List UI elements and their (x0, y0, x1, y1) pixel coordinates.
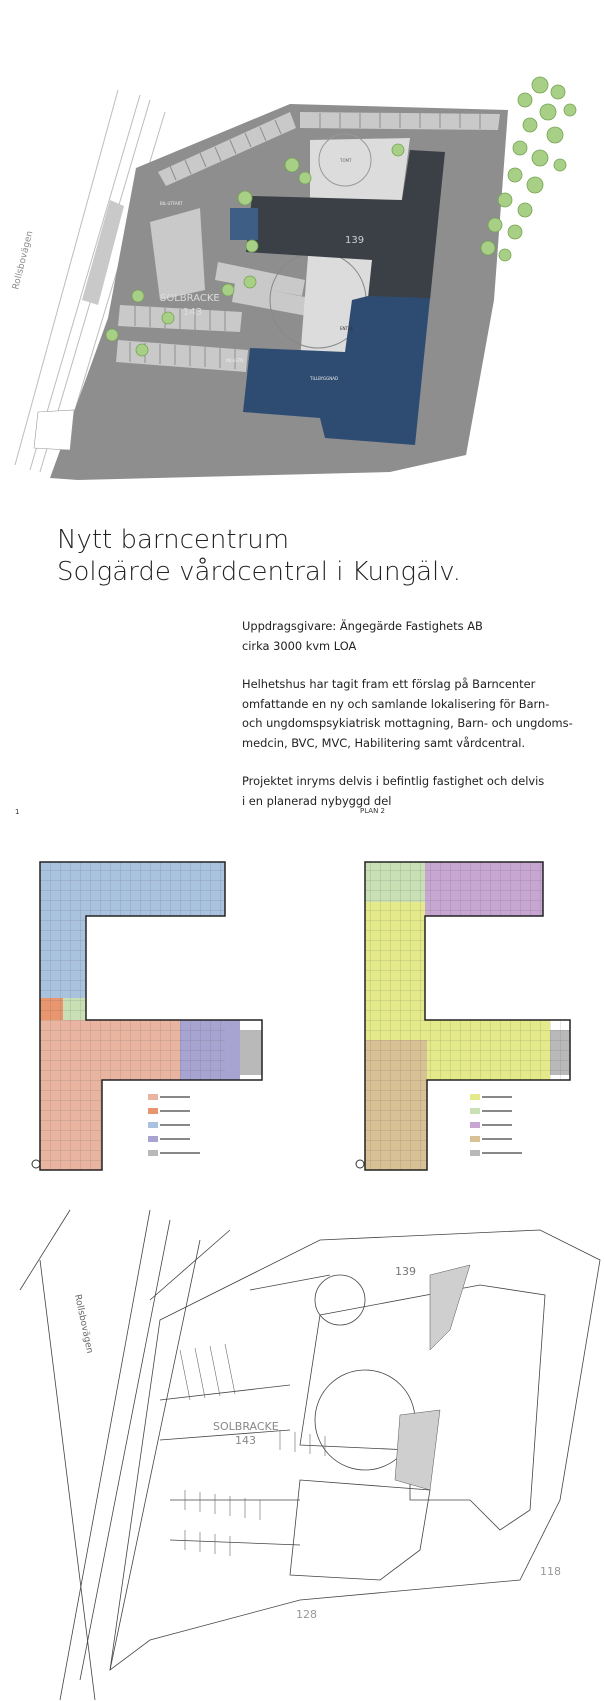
floor-plan-2 (356, 862, 570, 1170)
building-139-label-bottom: 139 (395, 1265, 416, 1278)
building-143-number-bottom: 143 (235, 1434, 256, 1447)
building-139-label: 139 (345, 235, 365, 246)
note-line-2: i en planerad nybyggd del (242, 793, 392, 808)
street-label-bottom: Rollsbovägen (72, 1293, 95, 1355)
label-bil-utfart: BIL-UTFART (160, 201, 183, 206)
label-tomt: TOMT (340, 158, 352, 163)
building-143-name: SOLBRACKE (160, 293, 220, 304)
lot-118-label: 118 (540, 1565, 561, 1578)
site-plan-bottom (0, 1200, 605, 1701)
plan-2-label: PLAN 2 (360, 807, 385, 815)
description-line-1: Helhetshus har tagit fram ett förslag på Barncenter (242, 677, 536, 691)
site-plan-top (0, 0, 605, 490)
label-entre: ENTRÉ (340, 326, 354, 331)
note-line-1: Projektet inryms delvis i befintlig fastighet och delvis (242, 774, 545, 788)
annex (230, 208, 258, 240)
linework (20, 1210, 600, 1700)
description-line-2: omfattande en ny och samlande lokalisering för Barn- (242, 696, 550, 711)
parking-grid (180, 1344, 325, 1556)
project-note (242, 772, 544, 811)
title-line-2: Solgärde vårdcentral i Kungälv. (57, 557, 461, 587)
label-inlastn: INLASTN. (226, 358, 245, 363)
description-line-4: medcin, BVC, MVC, Habilitering samt vårdcentral. (242, 735, 526, 750)
label-tillbyggnad: TILLBYGGNAD (310, 376, 339, 381)
building-143-name-bottom: SOLBRACKE (213, 1420, 279, 1433)
floor-plan-1 (32, 862, 262, 1170)
description-line-3: och ungdomspsykiatrisk mottagning, Barn- och ungdoms- (242, 716, 573, 730)
building-143-number: 143 (183, 307, 203, 318)
page-title (57, 524, 461, 588)
client-text: Uppdragsgivare: Ängegärde Fastighets AB (242, 619, 483, 633)
area-text: cirka 3000 kvm LOA (242, 638, 357, 653)
project-details (242, 617, 483, 656)
floor-plans (0, 820, 605, 1190)
project-description (242, 675, 573, 753)
street-label: Rollsbovägen (11, 230, 36, 291)
title-line-1: Nytt barncentrum (57, 525, 290, 555)
lot-128-label: 128 (296, 1608, 317, 1621)
plan-1-label: 1 (15, 808, 20, 816)
